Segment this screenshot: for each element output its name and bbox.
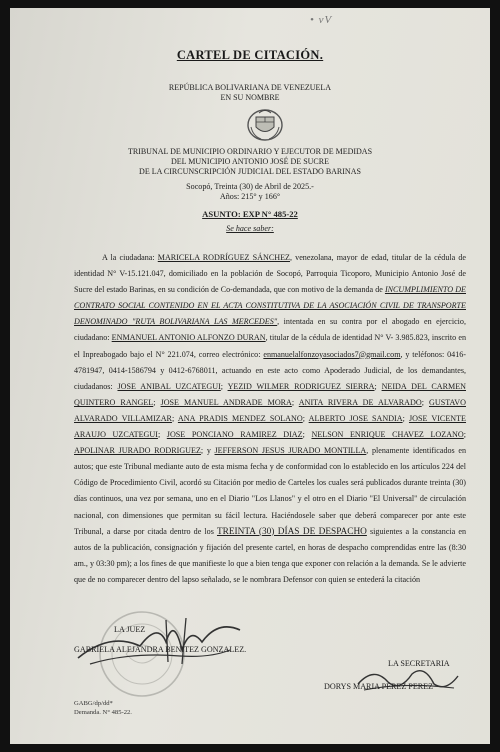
court-line-2: DEL MUNICIPIO ANTONIO JOSÉ DE SUCRE (170, 157, 329, 166)
footer-initials: GABG/dp/dd* (74, 700, 113, 707)
plaintiff-name: APOLINAR JURADO RODRIGUEZ (74, 446, 201, 456)
body-text-segment: A la ciudadana: (102, 253, 158, 262)
body-text-segment: ; y (200, 446, 215, 456)
plaintiff-name: GUSTAVO ALVARADO VILLAMIZAR (74, 397, 466, 423)
plaintiff-name: ANA PRADIS MENDEZ SOLANO (177, 413, 303, 423)
plaintiff-name: JEFFERSON JESUS JURADO MONTILLA (214, 446, 367, 456)
lawsuit-subject: INCUMPLIMIENTO DE CONTRATO SOCIAL CONTENIDO EN EL ACTA CONSTITUTIVA DE LA ASOCIACIÓN CIVIL DE TRANSPORTE DENOMINADO "RUTA BOLIVARIANA LAS MERCEDES" (74, 285, 466, 327)
plaintiff-name: JOSE MANUEL ANDRADE MORA (160, 397, 292, 407)
coat-of-arms-icon (245, 105, 285, 143)
secretary-name: DORYS MARIA PEREZ PEREZ (324, 682, 434, 691)
judge-signature-icon (70, 612, 250, 668)
body-text-segment: ; (153, 397, 161, 407)
plaintiff-name: ALBERTO JOSE SANDIA (308, 413, 403, 423)
email-link[interactable]: enmanuelalfonzoyasociados7@gmail.com (263, 349, 401, 359)
attorney-name: ENMANUEL ANTONIO ALFONZO DURAN (111, 333, 266, 343)
republic-heading (10, 83, 490, 103)
plaintiff-name: JOSE ANIBAL UZCATEGUI (117, 381, 221, 391)
republic-line-2: EN SU NOMBRE (220, 93, 280, 102)
body-text-segment: ; (171, 413, 178, 423)
footer-block (74, 699, 132, 717)
judge-title: LA JUEZ (114, 625, 146, 634)
body-text-segment: siguientes a la constancia en autos de la publicación, consignación y fijación del presente cartel, en horas de despacho comprendidas entre las (8:30 am., y 03:30 pm); a los fines de que manifieste lo que a bien tenga que exponer con relación a la demanda. Se le advierte que de no comparecer dentro del lapso señalado, se le nombrara Defensor con quien se entederá la citación (74, 526, 466, 584)
court-line-3: DE LA CIRCUNSCRIPCIÓN JUDICIAL DEL ESTADO BARINAS (139, 167, 361, 176)
body-text-segment: ; (463, 430, 466, 440)
secretary-title: LA SECRETARIA (388, 659, 450, 668)
body-text-segment: , plenamente identificados en autos; que este Tribunal mediante auto de esta misma fecha y de conformidad con lo establecido en los artículos 224 del Código de Procedimiento Civil, acordó su Citación por medio de Carteles los cuales será publicados durante treinta (30) días continuos, una vez por semana, uno en el Diario "Los Llanos" y el otro en el Diario "El Universal" de circulación nacional, con dimensiones que permitan su fácil lectura. Haciéndosele saber que deberá comparecer por ante este Tribunal, a darse por citada dentro de los (74, 446, 467, 536)
body-text-segment: ; (157, 430, 167, 440)
footer-demanda: Demanda. N° 485-22. (74, 709, 132, 716)
body-text-segment: ; (402, 413, 409, 423)
judge-name: GABRIELA ALEJANDRA BENITEZ GONZALEZ. (74, 645, 247, 654)
defendant-name: MARICELA RODRÍGUEZ SÁNCHEZ (157, 253, 290, 262)
court-line-1: TRIBUNAL DE MUNICIPIO ORDINARIO Y EJECUTOR DE MEDIDAS (127, 147, 373, 156)
handwritten-mark: • vV (310, 14, 333, 26)
se-hace-saber: Se hace saber: (226, 224, 274, 233)
plaintiff-name: NELSON ENRIQUE CHAVEZ LOZANO (311, 430, 464, 440)
body-text-segment: ; (421, 397, 429, 407)
document-title: CARTEL DE CITACIÓN. (176, 48, 324, 62)
body-text-segment: , titular de la cédula de identidad N° V- 3.985.823, inscrito en el Inpreabogado bajo el N° 221.074, correo electrónico: (74, 333, 466, 359)
body-text-segment: , intentada en su contra por el abogado en ejercicio, ciudadano: (74, 317, 466, 343)
body-text-segment: ; (291, 397, 299, 407)
deadline-term: TREINTA (30) DÍAS DE DESPACHO (216, 526, 367, 537)
body-text-segment: , y teléfonos: 0416-4781947, 0414-1586794 y 0412-6768011, actuando en este acto como Apoderado Judicial, de los demandantes, ciudadanos: (74, 349, 466, 391)
asunto-line: ASUNTO: EXP N° 485-22 (202, 209, 298, 219)
body-text-segment: ; (302, 430, 312, 440)
republic-line-1: REPÚBLICA BOLIVARIANA DE VENEZUELA (168, 83, 332, 92)
date-block (10, 182, 490, 202)
court-heading (10, 147, 490, 177)
citation-body (74, 250, 466, 588)
plaintiff-name: YEZID WILMER RODRIGUEZ SIERRA (227, 381, 375, 391)
document-page (10, 8, 490, 744)
date-line-1: Socopó, Treinta (30) de Abril de 2025.- (186, 182, 314, 191)
body-text-segment: ; (220, 381, 228, 391)
body-text-segment: ; (302, 413, 309, 423)
plaintiff-name: JOSE PONCIANO RAMIREZ DIAZ (166, 430, 303, 440)
body-text-segment: , venezolana, mayor de edad, titular de la cédula de identidad N° V-15.121.047, domiciliado en la población de Socopó, Parroquia Ticoporo, Municipio Antonio José de Sucre del estado Barinas, en su condición de Co-demandada, que con motivo de la demanda de (74, 253, 467, 295)
body-text-segment: ; (374, 381, 382, 391)
plaintiff-name: ANITA RIVERA DE ALVARADO (298, 397, 422, 407)
date-line-2: Años: 215° y 166° (219, 192, 281, 201)
plaintiff-name: NEIDA DEL CARMEN QUINTERO RANGEL (74, 381, 466, 407)
plaintiff-name: JOSE VICENTE ARAUJO UZCATEGUI (74, 413, 467, 440)
